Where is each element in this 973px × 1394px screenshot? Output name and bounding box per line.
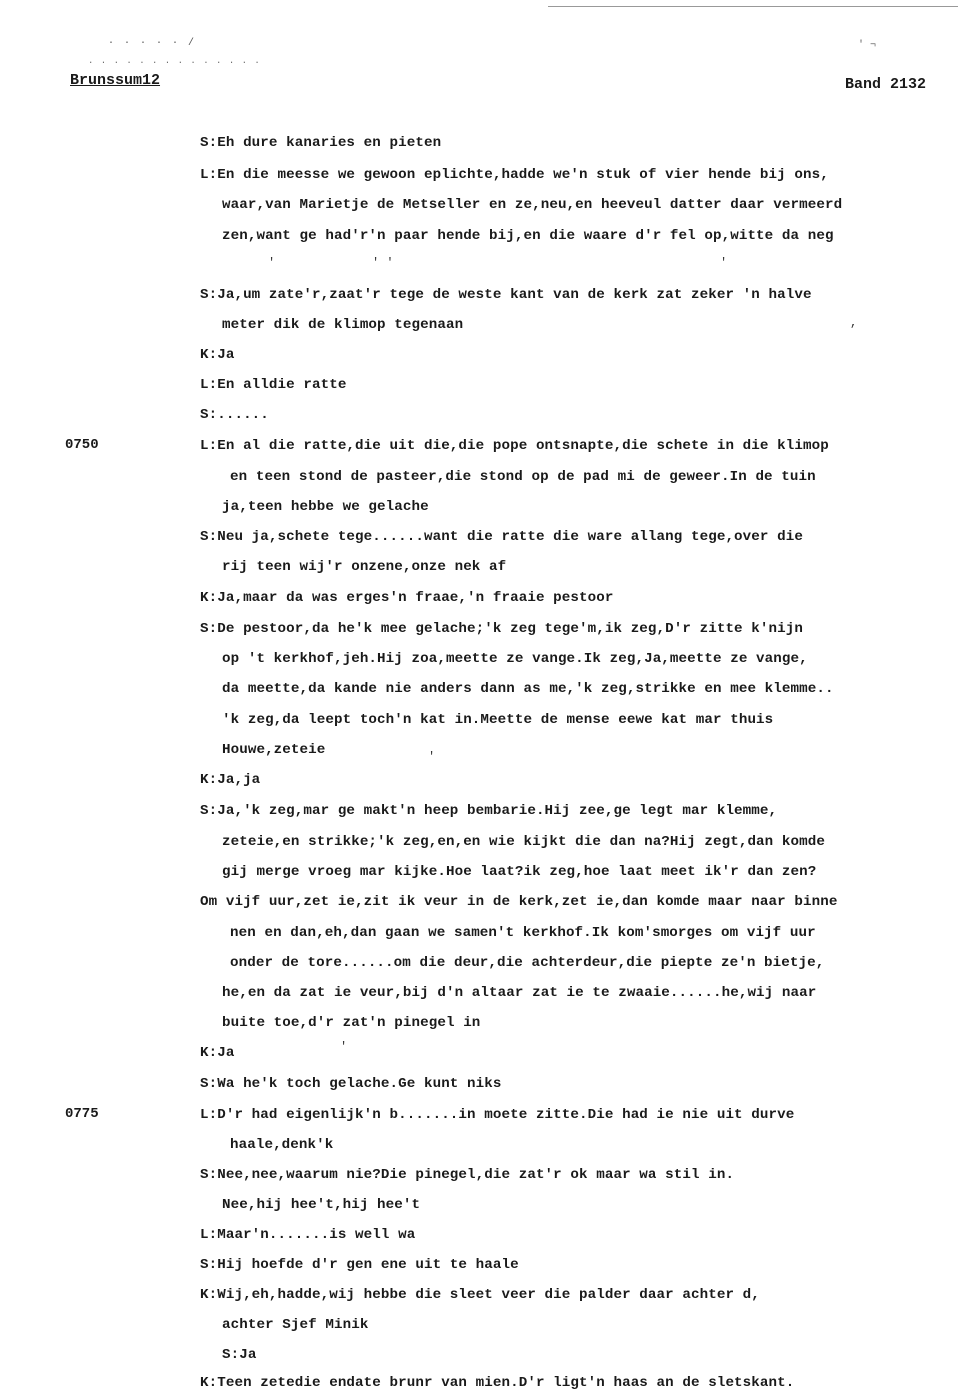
paper-speck: ' ¬ <box>858 40 877 51</box>
transcript-line: S:Ja <box>222 1347 257 1363</box>
transcript-line: K:Ja <box>200 1045 235 1061</box>
transcript-line: 'k zeg,da leept toch'n kat in.Meette de mense eewe kat mar thuis <box>222 712 774 728</box>
transcript-line: meter dik de klimop tegenaan <box>222 317 464 333</box>
transcript-line: waar,van Marietje de Metseller en ze,neu,en heeveul datter daar vermeerd <box>222 197 843 213</box>
transcript-line: S:Nee,nee,waarum nie?Die pinegel,die zat'r ok maar wa stil in. <box>200 1167 735 1183</box>
transcript-line: L:Maar'n.......is well wa <box>200 1227 416 1243</box>
pencil-mark: ' <box>340 1040 348 1054</box>
transcript-line: L:En die meesse we gewoon eplichte,hadde we'n stuk of vier hende bij ons, <box>200 167 829 183</box>
margin-time-number: 0750 <box>65 437 99 453</box>
pencil-mark: ' <box>268 256 276 270</box>
transcript-line: K:Ja <box>200 347 235 363</box>
transcript-line: S:Wa he'k toch gelache.Ge kunt niks <box>200 1076 502 1092</box>
transcript-line: zen,want ge had'r'n paar hende bij,en die waare d'r fel op,witte da neg <box>222 228 834 244</box>
transcript-line: K:Teen zetedie endate brunr van mien.D'r ligt'n haas an de sletskant. <box>200 1375 795 1391</box>
pencil-mark: ' <box>428 750 436 764</box>
paper-speck: · · · · · · · · · · · · · · <box>88 58 261 68</box>
transcript-line: S:...... <box>200 407 269 423</box>
transcript-line: S:Hij hoefde d'r gen ene uit te haale <box>200 1257 519 1273</box>
page-label: Band 2132 <box>845 76 927 93</box>
transcript-line: gij merge vroeg mar kijke.Hoe laat?ik zeg,hoe laat meet ik'r dan zen? <box>222 864 817 880</box>
transcript-line: S:Eh dure kanaries en pieten <box>200 135 442 151</box>
pencil-mark: ' <box>720 256 728 270</box>
transcript-line: K:Ja,ja <box>200 772 261 788</box>
transcript-line: L:En al die ratte,die uit die,die pope ontsnapte,die schete in die klimop <box>200 438 829 454</box>
transcript-line: Houwe,zeteie <box>222 742 326 758</box>
transcript-line: Om vijf uur,zet ie,zit ik veur in de kerk,zet ie,dan komde maar naar binne <box>200 894 838 910</box>
transcript-line: K:Ja,maar da was erges'n fraae,'n fraaie pestoor <box>200 590 614 606</box>
transcript-line: op 't kerkhof,jeh.Hij zoa,meette ze vange.Ik zeg,Ja,meette ze vange, <box>222 651 808 667</box>
transcript-line: he,en da zat ie veur,bij d'n altaar zat ie te zwaaie......he,wij naar <box>222 985 817 1001</box>
transcript-line: achter Sjef Minik <box>222 1317 369 1333</box>
transcript-line: Nee,hij hee't,hij hee't <box>222 1197 421 1213</box>
paper-speck: · · · · · / <box>108 38 197 49</box>
transcript-line: rij teen wij'r onzene,onze nek af <box>222 559 507 575</box>
pencil-mark: ' ' <box>372 256 394 270</box>
transcript-line: S:Neu ja,schete tege......want die ratte die ware allang tege,over die <box>200 529 803 545</box>
transcript-line: L:En alldie ratte <box>200 377 347 393</box>
transcript-line: ja,teen hebbe we gelache <box>222 499 429 515</box>
file-label: Brunssum12 <box>70 72 161 89</box>
transcript-line: haale,denk'k <box>230 1137 334 1153</box>
transcript-line: zeteie,en strikke;'k zeg,en,en wie kijkt die dan na?Hij zegt,dan komde <box>222 834 825 850</box>
transcript-line: S:De pestoor,da he'k mee gelache;'k zeg tege'm,ik zeg,D'r zitte k'nijn <box>200 621 803 637</box>
transcript-line: buite toe,d'r zat'n pinegel in <box>222 1015 481 1031</box>
pencil-mark: , <box>850 316 858 330</box>
margin-time-number: 0775 <box>65 1106 99 1122</box>
transcript-line: nen en dan,eh,dan gaan we samen't kerkhof.Ik kom'smorges om vijf uur <box>230 925 816 941</box>
transcript-line: S:Ja,'k zeg,mar ge makt'n heep bembarie.Hij zee,ge legt mar klemme, <box>200 803 778 819</box>
top-rule <box>548 6 958 7</box>
transcript-line: L:D'r had eigenlijk'n b.......in moete zitte.Die had ie nie uit durve <box>200 1107 795 1123</box>
transcript-line: K:Wij,eh,hadde,wij hebbe die sleet veer die palder daar achter d, <box>200 1287 760 1303</box>
transcript-line: S:Ja,um zate'r,zaat'r tege de weste kant van de kerk zat zeker 'n halve <box>200 287 812 303</box>
transcript-line: da meette,da kande nie anders dann as me,'k zeg,strikke en mee klemme.. <box>222 681 834 697</box>
transcript-line: onder de tore......om die deur,die achterdeur,die piepte ze'n bietje, <box>230 955 825 971</box>
transcript-line: en teen stond de pasteer,die stond op de pad mi de geweer.In de tuin <box>230 469 816 485</box>
